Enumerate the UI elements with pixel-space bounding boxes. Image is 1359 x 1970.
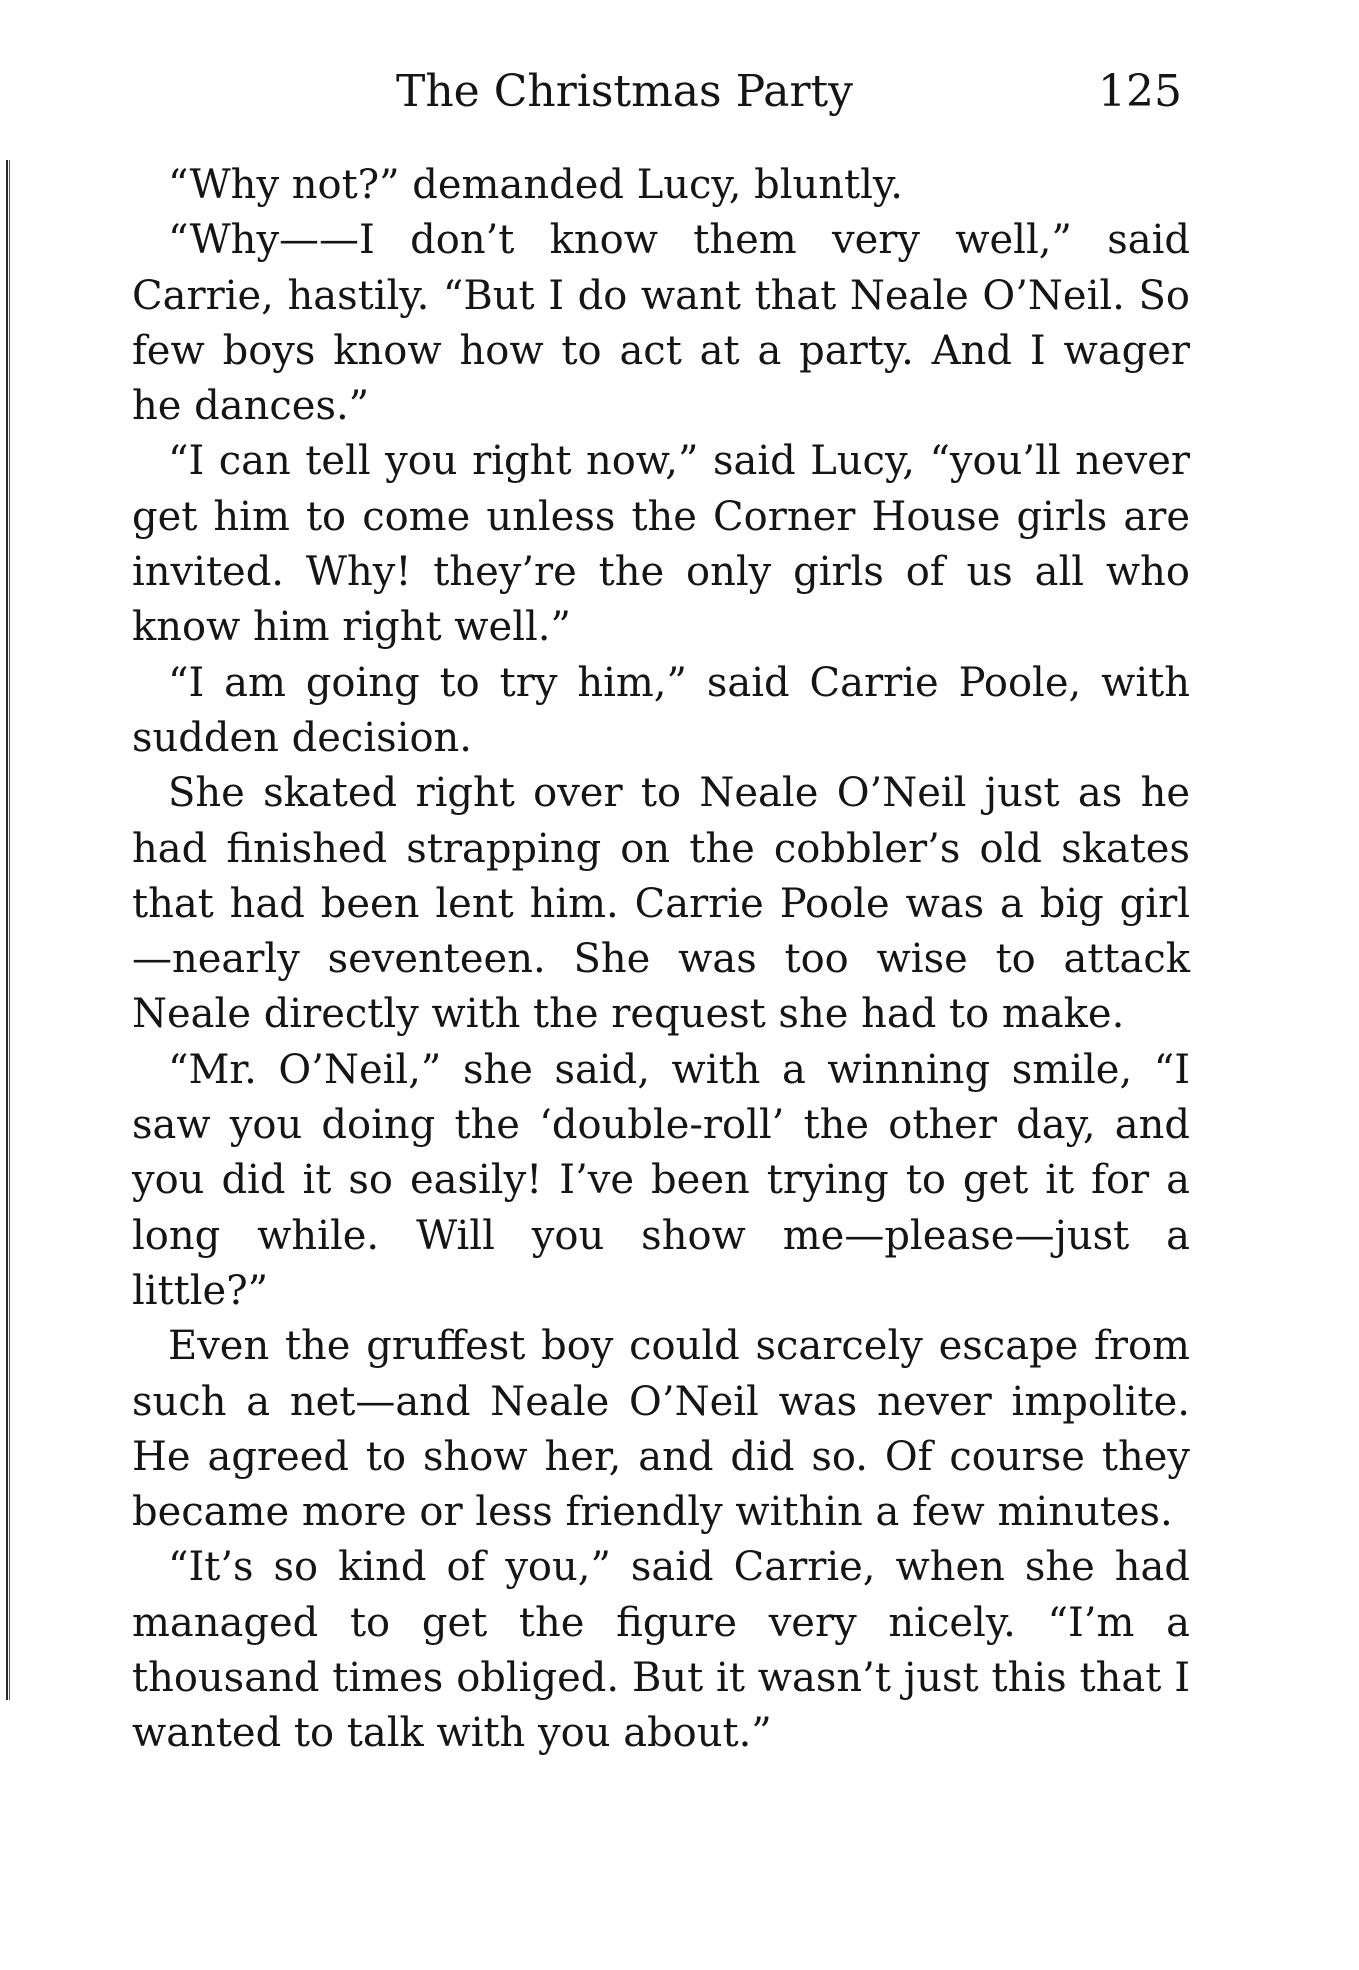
running-title: The Christmas Party — [396, 66, 854, 117]
binding-edge — [6, 160, 10, 1700]
page-number: 125 — [1098, 66, 1182, 117]
paragraph: She skated right over to Neale O’Neil just as he had finished strapping on the cobbler’s old skates that had been lent him. Carrie Poole was a big girl—nearly seventeen. She was too wise to attack Neale directly with the request she had to make. — [132, 770, 1190, 1038]
paragraph: “Mr. O’Neil,” she said, with a winning smile, “I saw you doing the ‘double-roll’ the other day, and you did it so easily! I’ve been trying to get it for a long while. Will you show me—please—just a little?” — [132, 1046, 1190, 1314]
paragraph: “I am going to try him,” said Carrie Poole, with sudden decision. — [132, 659, 1190, 761]
paragraph: “It’s so kind of you,” said Carrie, when she had managed to get the figure very nicely. “I’m a thousand times obliged. But it wasn’t just this that I wanted to talk with you about.” — [132, 1544, 1190, 1757]
body-text — [132, 158, 1190, 1762]
paragraph: “I can tell you right now,” said Lucy, “you’ll never get him to come unless the Corner House girls are invited. Why! they’re the only girls of us all who know him right well.” — [132, 438, 1190, 651]
page-header — [0, 66, 1359, 126]
paragraph: Even the gruffest boy could scarcely escape from such a net—and Neale O’Neil was never impolite. He agreed to show her, and did so. Of course they became more or less friendly within a few minutes. — [132, 1323, 1190, 1536]
paragraph: “Why not?” demanded Lucy, bluntly. — [168, 162, 903, 208]
paragraph: “Why——I don’t know them very well,” said Carrie, hastily. “But I do want that Neale O’Neil. So few boys know how to act at a party. And I wager he dances.” — [132, 217, 1190, 430]
